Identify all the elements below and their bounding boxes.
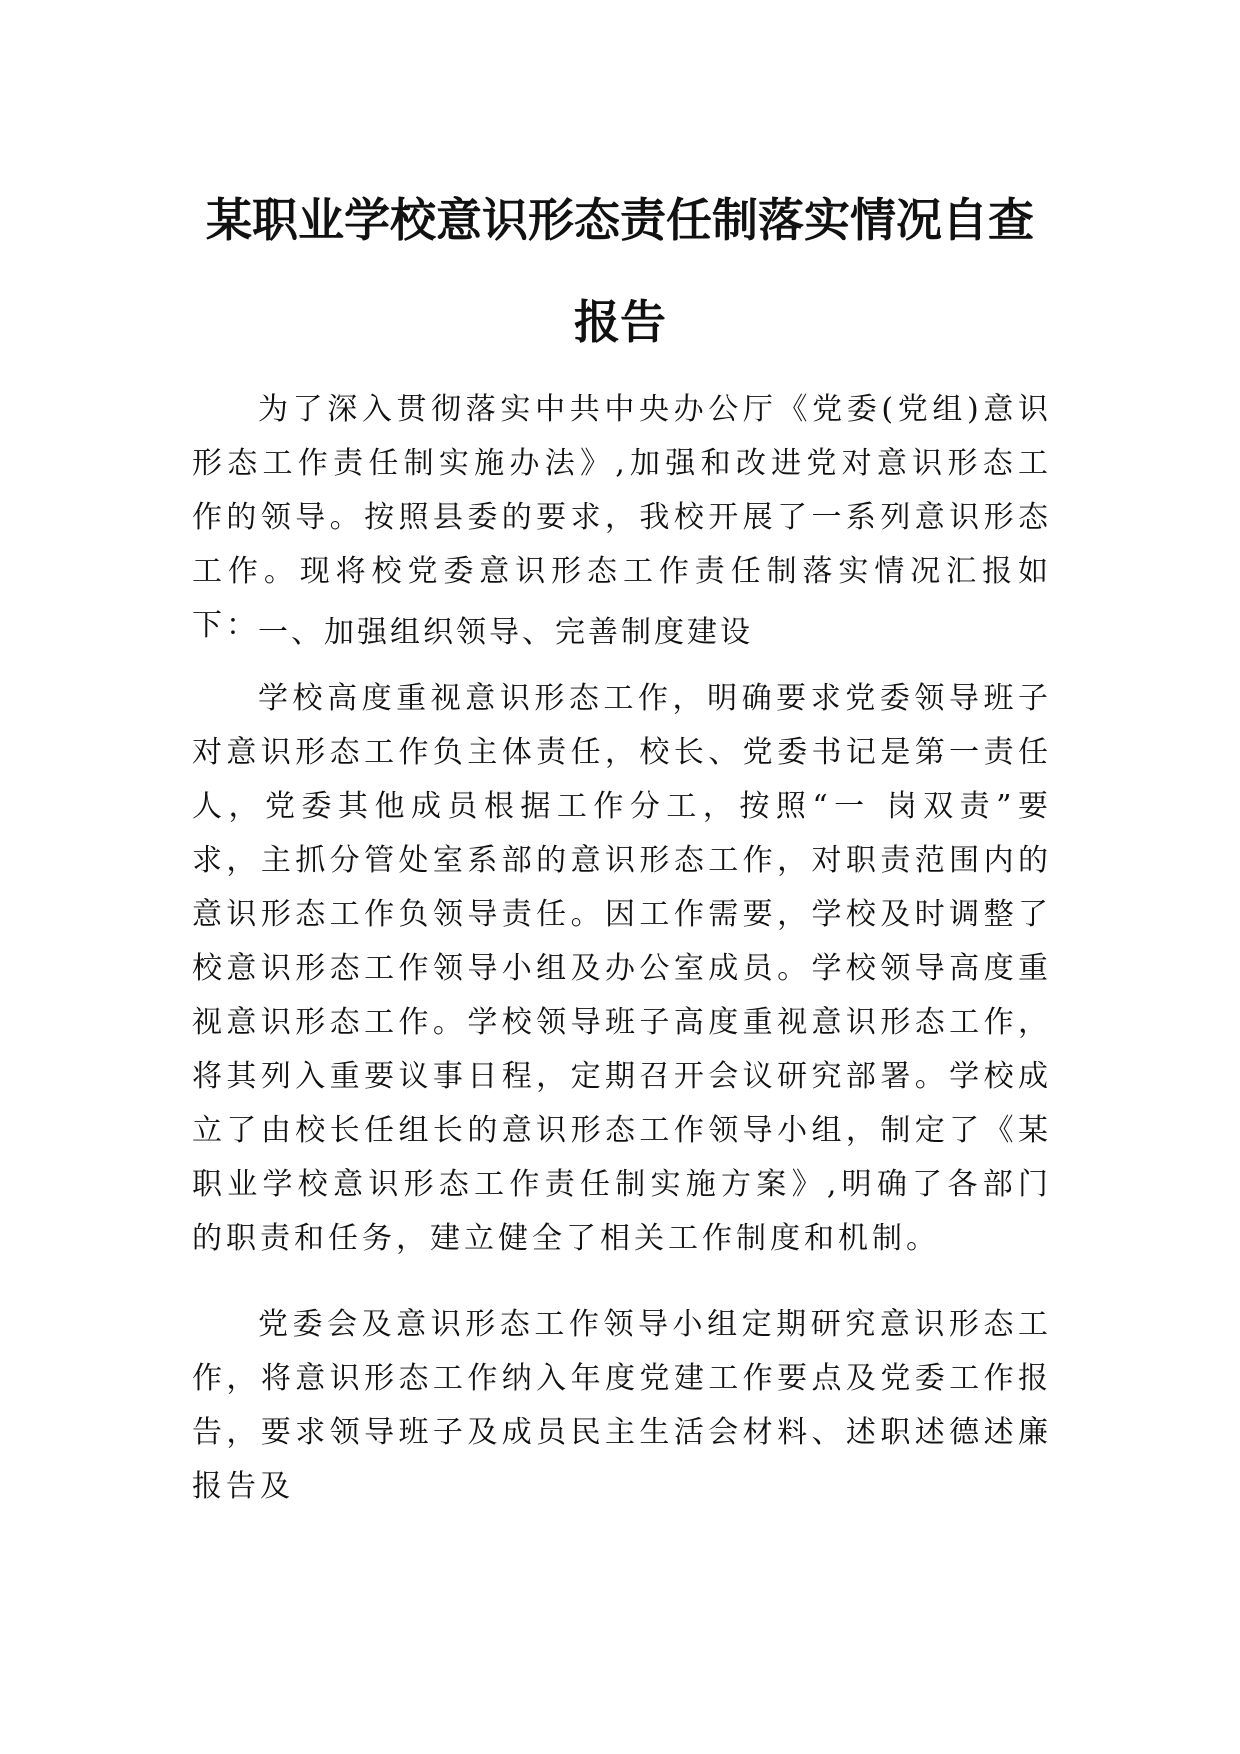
document-title-line-1: 某职业学校意识形态责任制落实情况自查 — [206, 193, 1034, 247]
section-1-paragraph-1: 学校高度重视意识形态工作，明确要求党委领导班子对意识形态工作负主体责任，校长、党委书记是第一责任人，党委其他成员根据工作分工，按照“一 岗双责”要求，主抓分管处室系部的意识形态工作，对职责范围内的意识形态工作负领导责任。因工作需要，学校及时调整了校意识形态工作领导小组及办公室成员。学校领导高度重视意识形态工作。学校领导班子高度重视意识形态工作，将其列入重要议事日程，定期召开会议研究部署。学校成立了由校长任组长的意识形态工作领导小组，制定了《某职业学校意识形态工作责任制实施方案》,明确了各部门的职责和任务，建立健全了相关工作制度和机制。 — [192, 681, 1052, 1256]
intro-paragraph: 为了深入贯彻落实中共中央办公厅《党委(党组)意识形态工作责任制实施办法》,加强和改进党对意识形态工作的领导。按照县委的要求，我校开展了一系列意识形态工作。现将校党委意识形态工作责任制落实情况汇报如下： — [192, 392, 1052, 643]
section-1-paragraph-2: 党委会及意识形态工作领导小组定期研究意识形态工作，将意识形态工作纳入年度党建工作要点及党委工作报告，要求领导班子及成员民主生活会材料、述职述德述廉报告及 — [192, 1307, 1052, 1504]
document-title-line-2: 报告 — [574, 295, 666, 349]
section-1-heading: 一、加强组织领导、完善制度建设 — [258, 615, 753, 650]
